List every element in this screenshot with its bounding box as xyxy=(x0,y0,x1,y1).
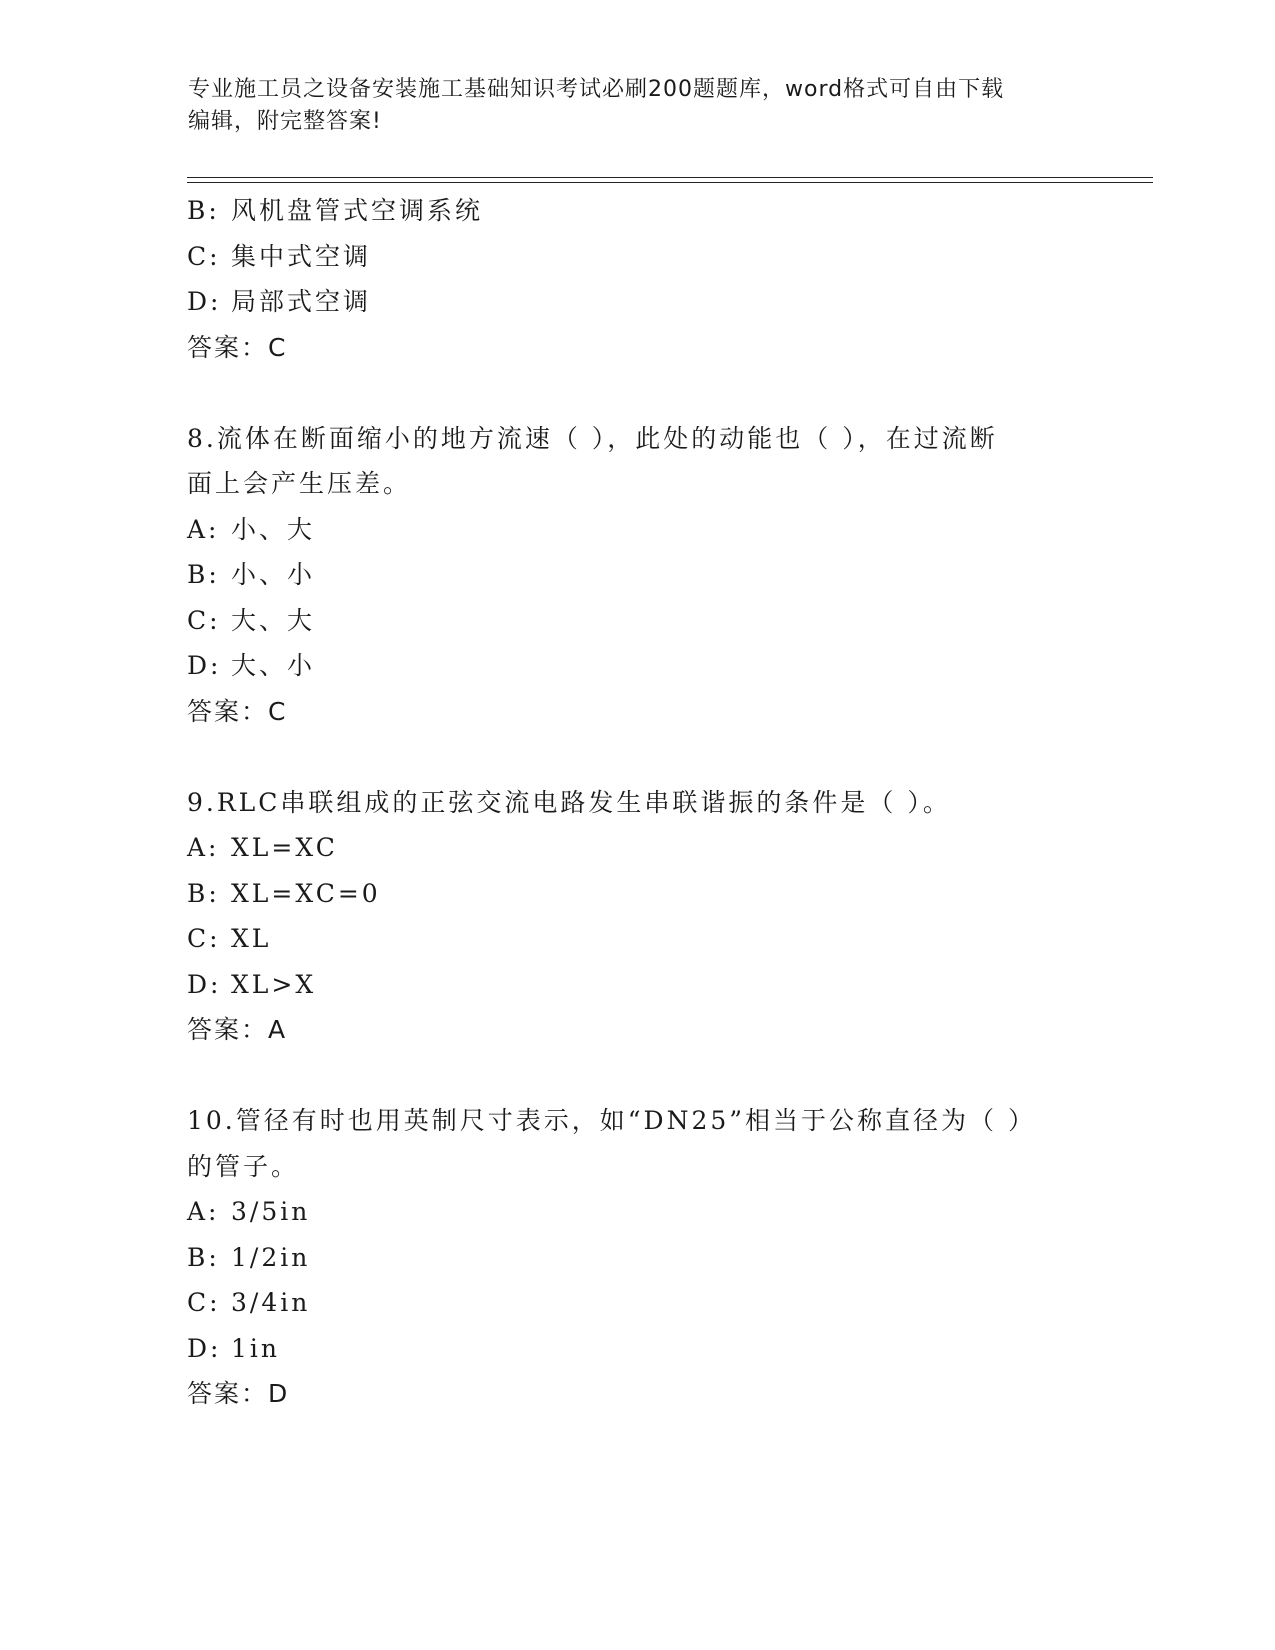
option-d xyxy=(187,279,1087,325)
option-key: C: xyxy=(187,605,221,635)
question-stem-line: 10.管径有时也用英制尺寸表示，如“DN25”相当于公称直径为（ ） xyxy=(187,1106,1036,1135)
option-text: 1/2in xyxy=(231,1242,311,1272)
option-key: A: xyxy=(187,833,220,862)
question-list xyxy=(187,188,1087,1417)
option-key: C: xyxy=(187,924,221,953)
option-text: XL=XC xyxy=(231,833,338,862)
option-key: D: xyxy=(187,1333,222,1363)
answer-line: 答案：A xyxy=(187,1015,288,1044)
question-9 xyxy=(187,780,1087,1053)
answer-line: 答案：D xyxy=(187,1379,290,1408)
answer-line: 答案：C xyxy=(187,696,288,726)
option-key: A: xyxy=(187,1197,220,1226)
option-text: 3/4in xyxy=(231,1288,311,1317)
option-key: D: xyxy=(187,651,222,680)
option-d xyxy=(187,643,1087,689)
answer-line: 答案：C xyxy=(187,332,288,362)
option-d xyxy=(187,1326,1087,1372)
option-text: 3/5in xyxy=(231,1197,311,1226)
option-text: 小、小 xyxy=(231,560,316,589)
option-b xyxy=(187,871,1087,917)
option-a xyxy=(187,1189,1087,1235)
option-c xyxy=(187,598,1087,644)
question-7-continued xyxy=(187,188,1087,370)
option-text: 局部式空调 xyxy=(231,287,372,316)
question-stem-line: 的管子。 xyxy=(187,1151,300,1181)
option-key: D: xyxy=(187,287,222,316)
option-a xyxy=(187,507,1087,553)
option-text: XL xyxy=(231,924,272,953)
option-text: 大、小 xyxy=(231,651,316,680)
option-key: B: xyxy=(187,1242,220,1272)
option-c xyxy=(187,916,1087,962)
document-header xyxy=(188,74,1068,138)
header-divider-top xyxy=(187,177,1153,178)
option-text: XL=XC=0 xyxy=(231,878,381,908)
option-key: B: xyxy=(187,560,220,589)
question-10 xyxy=(187,1098,1087,1417)
option-b xyxy=(187,1235,1087,1281)
spacer xyxy=(187,1053,1087,1099)
question-8 xyxy=(187,416,1087,735)
header-title-line-1: 专业施工员之设备安装施工基础知识考试必刷200题题库，word格式可自由下载 xyxy=(188,77,1005,102)
option-key: D: xyxy=(187,969,222,999)
option-key: B: xyxy=(187,878,220,908)
option-b xyxy=(187,552,1087,598)
question-stem-line: 8.流体在断面缩小的地方流速（ ），此处的动能也（ ），在过流断 xyxy=(187,423,998,453)
header-title-line-2: 编辑，附完整答案! xyxy=(188,109,382,134)
option-key: A: xyxy=(187,514,220,544)
option-text: XL>X xyxy=(231,969,317,999)
option-key: C: xyxy=(187,241,221,271)
header-divider-bottom xyxy=(187,182,1153,183)
option-d xyxy=(187,962,1087,1008)
option-text: 小、大 xyxy=(231,514,316,544)
question-stem-line: 面上会产生压差。 xyxy=(187,469,412,498)
question-stem-line: 9.RLC串联组成的正弦交流电路发生串联谐振的条件是（ ）。 xyxy=(187,787,951,817)
option-b xyxy=(187,188,1087,234)
spacer xyxy=(187,734,1087,780)
option-key: C: xyxy=(187,1288,221,1317)
option-c xyxy=(187,234,1087,280)
option-text: 1in xyxy=(231,1333,281,1363)
option-text: 集中式空调 xyxy=(231,241,372,271)
option-text: 大、大 xyxy=(231,605,316,635)
option-text: 风机盘管式空调系统 xyxy=(231,196,484,225)
spacer xyxy=(187,370,1087,416)
option-a xyxy=(187,825,1087,871)
option-key: B: xyxy=(187,196,220,225)
option-c xyxy=(187,1280,1087,1326)
